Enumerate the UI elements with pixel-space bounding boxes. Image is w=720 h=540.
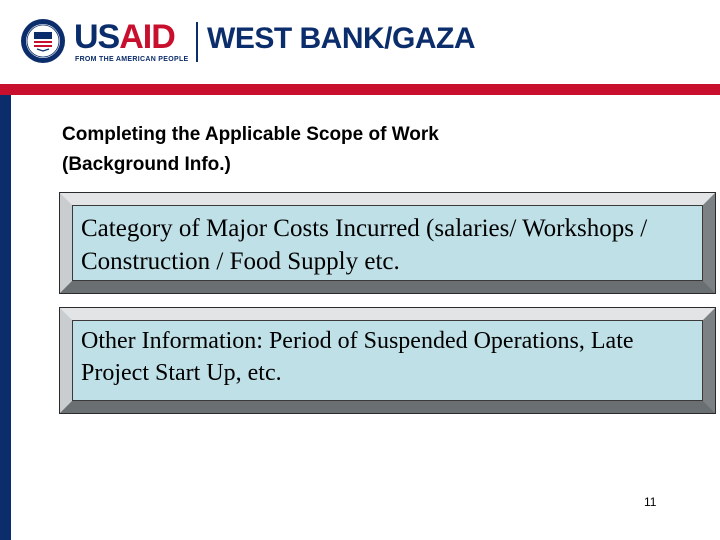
usaid-seal-icon xyxy=(20,18,66,64)
usaid-wordmark xyxy=(74,20,175,54)
header-red-band xyxy=(0,84,720,95)
bevel-box-other-info xyxy=(60,308,715,413)
slide-header xyxy=(0,0,720,84)
slide-title: Completing the Applicable Scope of Work (Background Info.) xyxy=(62,124,439,175)
page-number: 11 xyxy=(644,495,657,509)
bevel-box-text: Category of Major Costs Incurred (salaries/ Workshops / Construction / Food Supply etc. xyxy=(72,205,703,281)
header-divider xyxy=(196,22,198,62)
logo-us: US xyxy=(74,18,120,56)
bevel-box-text: Other Information: Period of Suspended Operations, Late Project Start Up, etc. xyxy=(72,320,703,401)
region-title: WEST BANK/GAZA xyxy=(207,22,475,55)
bevel-box-major-costs xyxy=(60,193,715,293)
logo-aid: AID xyxy=(119,18,175,56)
left-blue-band xyxy=(0,95,11,540)
logo-tagline: FROM THE AMERICAN PEOPLE xyxy=(75,56,189,63)
